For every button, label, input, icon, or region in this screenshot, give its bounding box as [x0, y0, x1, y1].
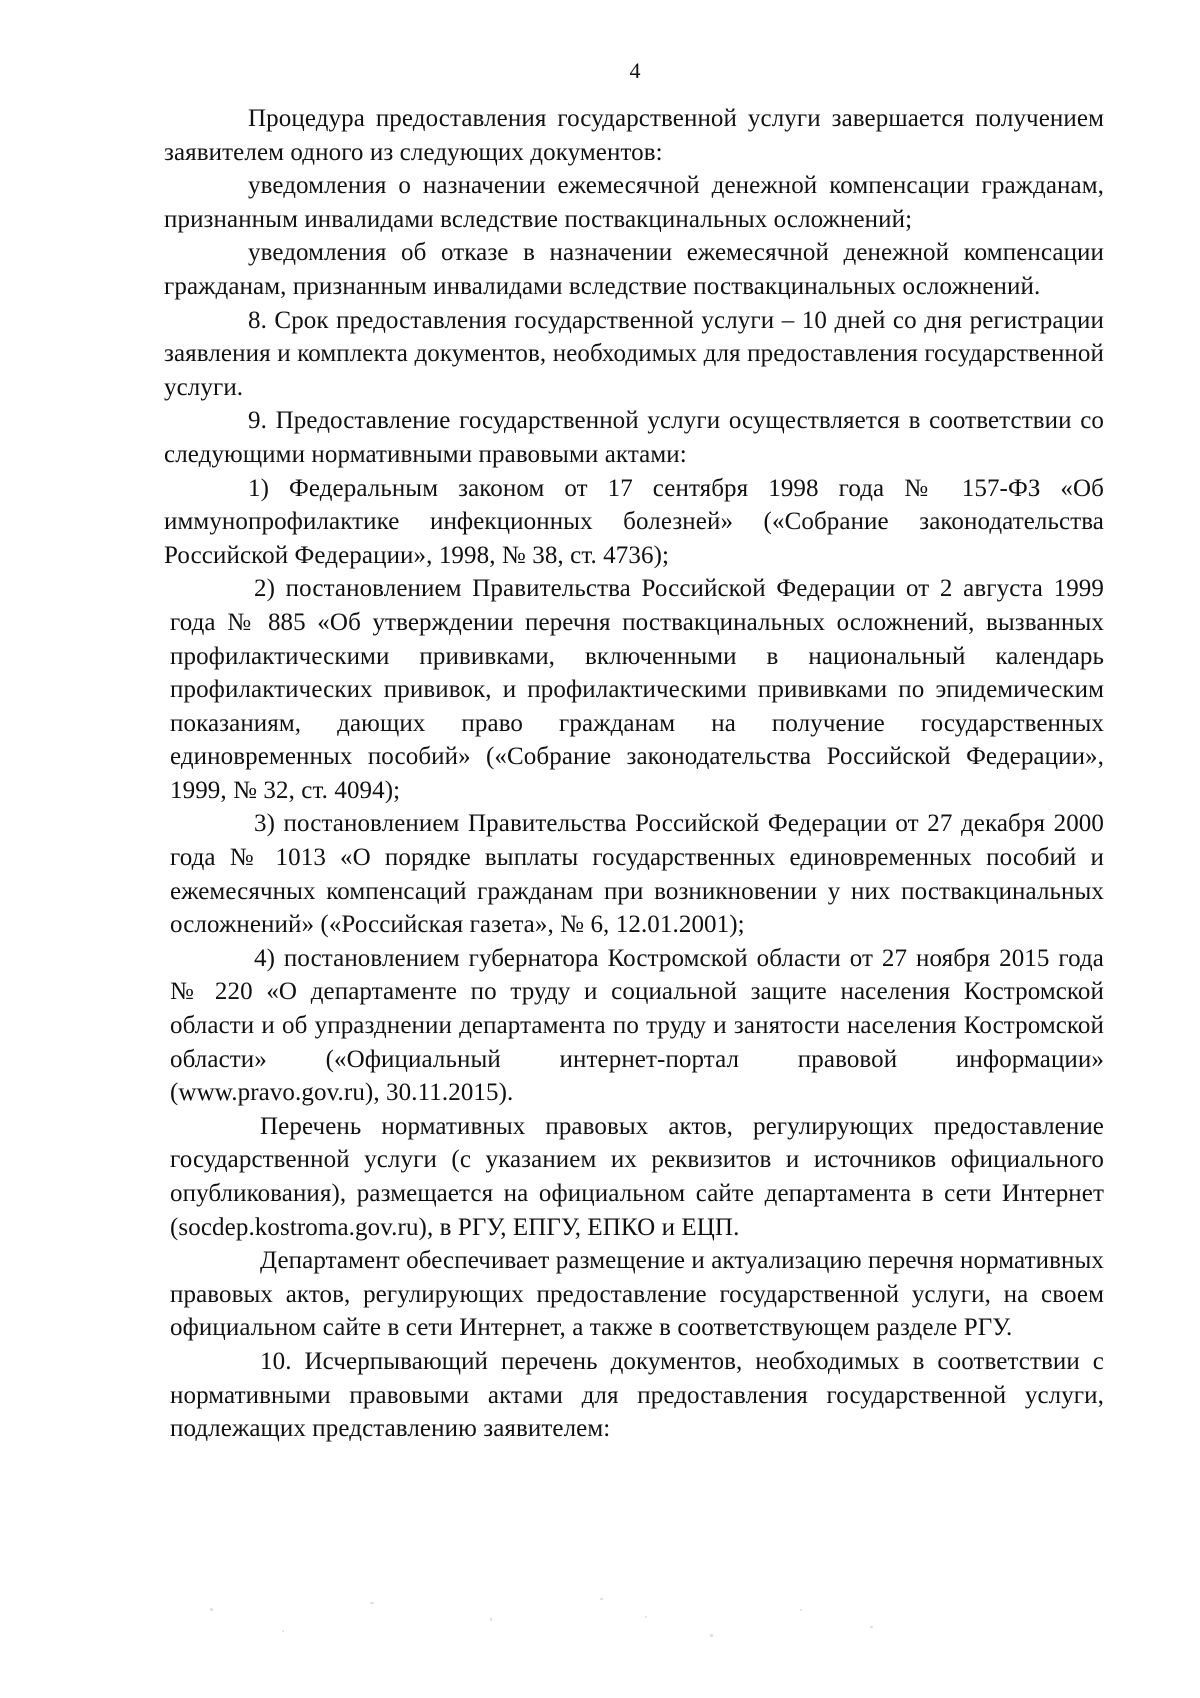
document-body	[164, 102, 1104, 1446]
paragraph-item-9-legal-acts: 9. Предоставление государственной услуги осуществляется в соответствии со следующими нормативными правовыми актами:	[164, 407, 1104, 468]
paragraph-legal-act-3: 3) постановлением Правительства Российской Федерации от 27 декабря 2000 года № 1013 «О порядке выплаты государственных единовременных пособий и ежемесячных компенсаций гражданам при возникновении у них поствакцинальных осложнений» («Российская газета», № 6, 12.01.2001);	[170, 810, 1104, 939]
paragraph-legal-act-2: 2) постановлением Правительства Российской Федерации от 2 августа 1999 года № 885 «Об утверждении перечня поствакцинальных осложнений, вызванных профилактическими прививками, включенными в национальный календарь профилактических прививок, и профилактическими прививками по эпидемическим показаниям, дающих право гражданам на получение государственных единовременных пособий» («Собрание законодательства Российской Федерации», 1999, № 32, ст. 4094);	[170, 575, 1104, 804]
paragraph-item-8-term: 8. Срок предоставления государственной услуги – 10 дней со дня регистрации заявления и комплекта документов, необходимых для предоставления государственной услуги.	[164, 306, 1104, 401]
paragraph-item-10-documents: 10. Исчерпывающий перечень документов, необходимых в соответствии с нормативными правовыми актами для предоставления государственной услуги, подлежащих представлению заявителем:	[170, 1347, 1104, 1443]
paragraph-procedure-completion: Процедура предоставления государственной услуги завершается получением заявителем одного из следующих документов:	[164, 105, 1104, 166]
paragraph-notice-assignment: уведомления о назначении ежемесячной денежной компенсации гражданам, признанным инвалидами вследствие поствакцинальных осложнений;	[164, 172, 1104, 233]
paragraph-legal-act-1: 1) Федеральным законом от 17 сентября 1998 года № 157-ФЗ «Об иммунопрофилактике инфекционных болезней» («Собрание законодательства Российской Федерации», 1998, № 38, ст. 4736);	[164, 474, 1104, 569]
scan-noise	[190, 1590, 910, 1660]
paragraph-legal-act-4: 4) постановлением губернатора Костромской области от 27 ноября 2015 года № 220 «О департаменте по труду и социальной защите населения Костромской области и об упразднении департамента по труду и занятости населения Костромской области» («Официальный интернет-портал правовой информации» (www.pravo.gov.ru), 30.11.2015).	[170, 944, 1104, 1107]
paragraph-list-publication: Перечень нормативных правовых актов, регулирующих предоставление государственной услуги (с указанием их реквизитов и источников официального опубликования), размещается на официальном сайте департамента в сети Интернет (socdep.kostroma.gov.ru), в РГУ, ЕПГУ, ЕПКО и ЕЦП.	[170, 1112, 1104, 1241]
page-number: 4	[629, 58, 641, 83]
paragraph-notice-refusal: уведомления об отказе в назначении ежемесячной денежной компенсации гражданам, признанным инвалидами вследствие поствакцинальных осложнений.	[164, 239, 1104, 300]
paragraph-department-updates: Департамент обеспечивает размещение и актуализацию перечня нормативных правовых актов, регулирующих предоставление государственной услуги, на своем официальном сайте в сети Интернет, а также в соответствующем разделе РГУ.	[170, 1247, 1104, 1342]
